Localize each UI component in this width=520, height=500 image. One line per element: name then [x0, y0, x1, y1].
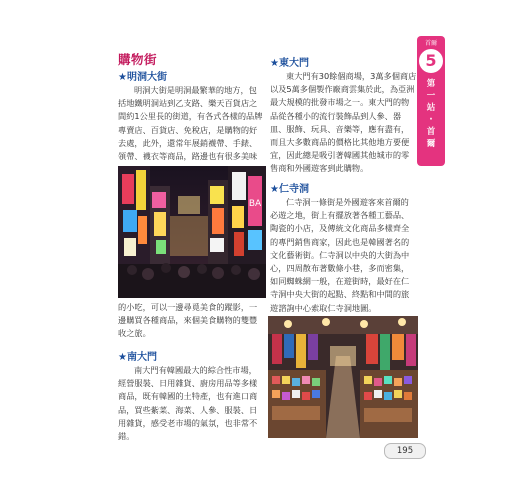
chapter-label: [417, 78, 445, 150]
chapter-label-char: 一: [426, 91, 436, 101]
page-number: 195: [384, 443, 426, 459]
text-line: 仁寺洞一條街是外國遊客來首爾的: [286, 197, 409, 207]
chapter-number: 5: [418, 48, 444, 74]
insadong-shop-photo: [268, 316, 418, 438]
text-line: 宜，因此總是吸引著韓國其他城市的零: [270, 150, 410, 161]
text-line: 用雜貨，感受老市場的氣氛，也非常不: [118, 417, 258, 428]
myeongdong-street-photo: [118, 166, 266, 298]
text-line: 如同蜘蛛網一般，在遊街時，最好在仁: [270, 276, 410, 287]
text-line: 東大門有30餘個商場，3萬多個商店: [286, 71, 417, 81]
text-line: 去處，此外，還常年展銷襪帶、手錶、: [118, 137, 258, 148]
namdaemun-text: [118, 364, 264, 443]
chapter-label-char: 爾: [426, 139, 436, 149]
text-line: 專賣店、百貨店、免稅店，是購物的好: [118, 124, 258, 135]
text-line: 收之旅。: [118, 328, 151, 339]
myeongdong-text-top: [118, 84, 264, 163]
chapter-label-char: 第: [426, 79, 436, 89]
text-line: 間約1公里長的街道，有各式各樣的品牌: [118, 111, 263, 122]
insadong-text: [270, 196, 416, 315]
text-line: 的專門銷售商家，因此也是韓國著名的: [270, 236, 410, 247]
insadong-heading: ★仁寺洞: [270, 184, 309, 195]
text-line: 明洞大街是明洞最繁華的地方，包: [134, 85, 257, 95]
text-line: 遊諮詢中心索取仁寺洞地圖。: [270, 302, 377, 313]
text-line: 寺洞中央大街的起點、終點和中間的旅: [270, 289, 410, 300]
chapter-label-char: 站: [426, 103, 436, 113]
chapter-top-label: 首爾: [424, 40, 437, 47]
text-line: 陶瓷的小店，及傳統文化商品多樣齊全: [270, 223, 410, 234]
text-line: 南大門有韓國最大的綜合性市場，: [134, 365, 257, 375]
text-line: 文化藝術街。仁寺洞以中央的大街為中: [270, 249, 410, 260]
text-line: 品從各種小的流行裝飾品到人參、器: [270, 110, 402, 121]
text-line: 必遊之地，街上有擺放著各種工藝品、: [270, 210, 410, 221]
text-line: 領帶、襪衣等商品，路邊也有很多美味: [118, 151, 258, 162]
dongdaemun-text: [270, 70, 416, 176]
text-line: 商品，既有韓國的土特產，也有進口商: [118, 391, 258, 402]
myeongdong-text-bottom: [118, 301, 264, 341]
namdaemun-heading: ★南大門: [118, 352, 157, 363]
myeongdong-heading: ★明洞大街: [118, 72, 167, 83]
text-line: 品，買些紫菜、海菜、人參、服裝、日: [118, 404, 258, 415]
text-line: 皿、服飾、玩具、音樂等，應有盡有，: [270, 123, 410, 134]
chapter-label-char: ·: [429, 115, 433, 125]
text-line: 錯。: [118, 431, 135, 442]
text-line: 最大規模的批發市場之一。東大門的物: [270, 97, 410, 108]
text-line: 括地鐵明洞站到乙支路、樂天百貨店之: [118, 98, 258, 109]
section-title: 購物街: [118, 52, 158, 67]
chapter-tab: [417, 36, 445, 166]
text-line: 而且大多數商品的價格比其他地方要便: [270, 137, 410, 148]
dongdaemun-heading: ★東大門: [270, 58, 309, 69]
text-line: 以及5萬多個製作廠商雲集於此，為亞洲: [270, 84, 415, 95]
chapter-label-char: 首: [426, 127, 436, 137]
text-line: 的小吃，可以一邊尋覓美食的蹤影，一: [118, 302, 258, 312]
text-line: 邊購買各種商品，來個美食購物的雙豐: [118, 315, 258, 326]
svg-text:BA: BA: [248, 199, 262, 209]
text-line: 經營服裝、日用雜貨、廚房用品等多樣: [118, 378, 258, 389]
text-line: 心，四周散布著數條小巷，多而密集，: [270, 263, 410, 274]
text-line: 售商和外國遊客到此購物。: [270, 163, 369, 174]
